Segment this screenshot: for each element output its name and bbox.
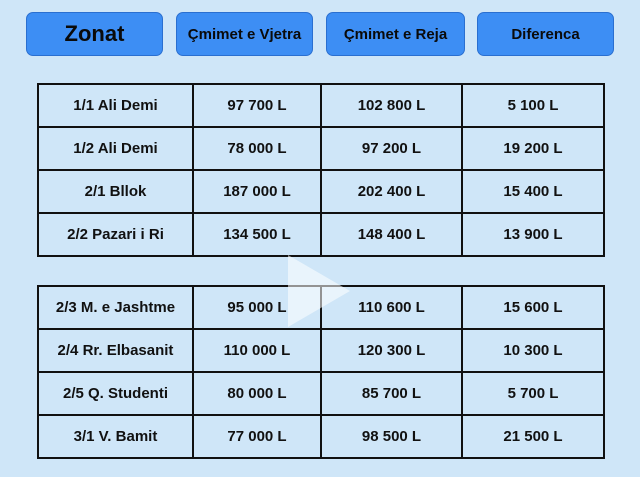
new-price-cell: 110 600 L [321, 286, 462, 329]
zone-cell: 3/1 V. Bamit [38, 415, 193, 458]
zones-header-button[interactable]: Zonat [26, 12, 163, 56]
zone-cell: 2/1 Bllok [38, 170, 193, 213]
old-price-cell: 95 000 L [193, 286, 321, 329]
table-row [38, 329, 604, 372]
difference-cell: 15 600 L [462, 286, 604, 329]
difference-cell: 21 500 L [462, 415, 604, 458]
zone-cell: 1/2 Ali Demi [38, 127, 193, 170]
table-row [38, 170, 604, 213]
new-price-cell: 120 300 L [321, 329, 462, 372]
difference-cell: 15 400 L [462, 170, 604, 213]
table-row [38, 415, 604, 458]
old-price-cell: 110 000 L [193, 329, 321, 372]
difference-cell: 10 300 L [462, 329, 604, 372]
difference-cell: 5 100 L [462, 84, 604, 127]
table-row [38, 372, 604, 415]
new-price-cell: 97 200 L [321, 127, 462, 170]
difference-cell: 13 900 L [462, 213, 604, 256]
zone-cell: 2/4 Rr. Elbasanit [38, 329, 193, 372]
new-price-cell: 98 500 L [321, 415, 462, 458]
table-row [38, 84, 604, 127]
difference-header-button[interactable]: Diferenca [477, 12, 614, 56]
difference-cell: 19 200 L [462, 127, 604, 170]
table-row [38, 213, 604, 256]
old-price-cell: 80 000 L [193, 372, 321, 415]
difference-cell: 5 700 L [462, 372, 604, 415]
new-price-cell: 148 400 L [321, 213, 462, 256]
old-price-cell: 97 700 L [193, 84, 321, 127]
old-price-cell: 77 000 L [193, 415, 321, 458]
price-table-1 [37, 83, 605, 257]
new-price-cell: 202 400 L [321, 170, 462, 213]
old-price-cell: 78 000 L [193, 127, 321, 170]
zone-cell: 1/1 Ali Demi [38, 84, 193, 127]
zone-cell: 2/3 M. e Jashtme [38, 286, 193, 329]
table-row [38, 127, 604, 170]
new-prices-header-button[interactable]: Çmimet e Reja [326, 12, 465, 56]
zone-cell: 2/2 Pazari i Ri [38, 213, 193, 256]
new-price-cell: 85 700 L [321, 372, 462, 415]
play-icon[interactable] [288, 255, 350, 327]
new-price-cell: 102 800 L [321, 84, 462, 127]
old-price-cell: 134 500 L [193, 213, 321, 256]
old-prices-header-button[interactable]: Çmimet e Vjetra [176, 12, 313, 56]
zone-cell: 2/5 Q. Studenti [38, 372, 193, 415]
old-price-cell: 187 000 L [193, 170, 321, 213]
